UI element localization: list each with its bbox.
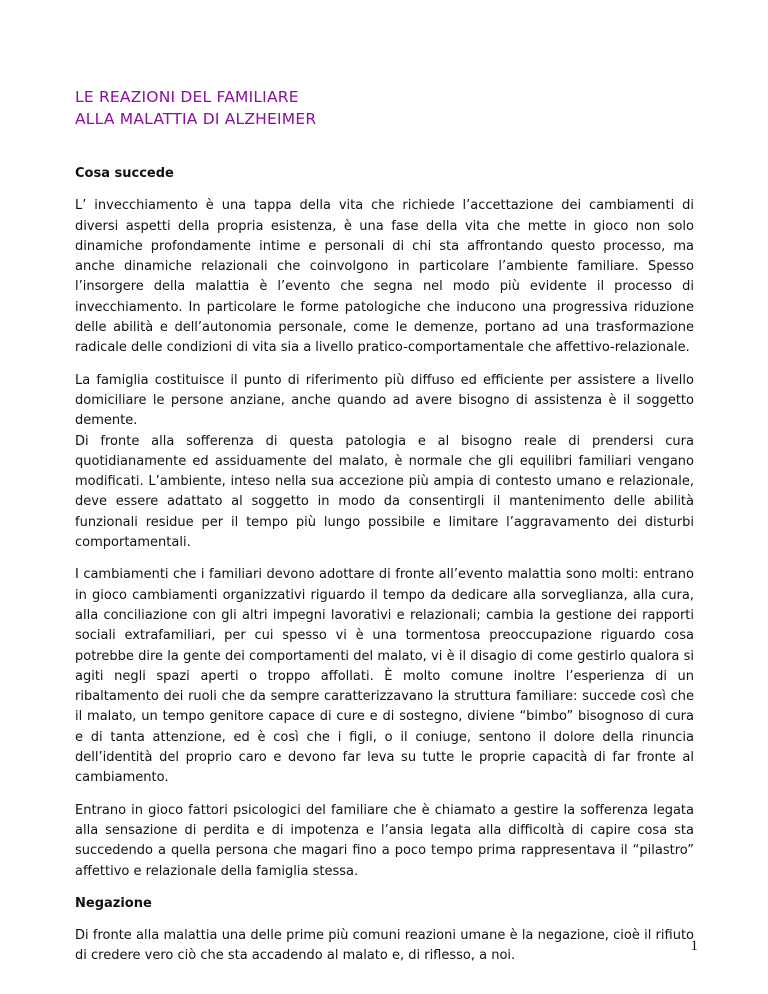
paragraph: L’ invecchiamento è una tappa della vita che richiede l’accettazione dei cambiamenti di diversi aspetti della propria esistenza, è una fase della vita che mette in gioco non solo dinamiche profondamente intime e personali di chi sta affrontando questo processo, ma anche dinamiche relazionali che coinvolgono in particolare l’ambiente familiare. Spesso l’insorgere della malattia è l’evento che segna nel modo più evidente il processo di invecchiamento. In particolare le forme patologiche che inducono una progressiva riduzione delle abilità e dell’autonomia personale, come le demenze, portano ad una trasformazione radicale delle condizioni di vita sia a livello pratico-comportamentale che affettivo-relazionale. bbox=[75, 198, 694, 356]
document-body bbox=[75, 164, 694, 979]
paragraph: Entrano in gioco fattori psicologici del familiare che è chiamato a gestire la sofferenza legata alla sensazione di perdita e di impotenza e l’ansia legata alla difficoltà di capire cosa sta succedendo a quella persona che magari fino a poco tempo prima rappresentava il “pilastro” affettivo e relazionale della famiglia stessa. bbox=[75, 802, 694, 879]
title-line-2: ALLA MALATTIA DI ALZHEIMER bbox=[75, 110, 317, 128]
paragraph: I cambiamenti che i familiari devono adottare di fronte all’evento malattia sono molti: entrano in gioco cambiamenti organizzativi riguardo il tempo da dedicare alla sorveglianza, alla cura, alla conciliazione con gli altri impegni lavorativi e relazionali; cambia la gestione dei rapporti sociali extrafamiliari, per cui spesso vi è una tormentosa preoccupazione riguardo cosa potrebbe dire la gente dei comportamenti del malato, vi è il disagio di come gestirlo qualora si agiti negli spazi aperti o troppo affollati. È molto comune inoltre l’esperienza di un ribaltamento dei ruoli che da sempre caratterizzavano la struttura familiare: succede così che il malato, un tempo genitore capace di cure e di sostegno, diviene “bimbo” bisognoso di cura e di tanta attenzione, ed è così che i figli, o il coniuge, sentono il dolore della rinuncia dell’identità del proprio caro e devono far leva su tutte le proprie capacità di far fronte al cambiamento. bbox=[75, 567, 694, 786]
section-heading-negazione: Negazione bbox=[75, 895, 152, 911]
paragraph: La famiglia costituisce il punto di riferimento più diffuso ed efficiente per assistere a livello domiciliare le persone anziane, anche quando ad avere bisogno di assistenza è il soggetto demente. bbox=[75, 372, 694, 429]
page-number: 1 bbox=[690, 938, 698, 954]
title-line-1: LE REAZIONI DEL FAMILIARE bbox=[75, 88, 299, 106]
paragraph: Di fronte alla malattia una delle prime più comuni reazioni umane è la negazione, cioè il rifiuto di credere vero ciò che sta accadendo al malato e, di riflesso, a noi. bbox=[75, 928, 694, 964]
paragraph: Di fronte alla sofferenza di questa patologia e al bisogno reale di prendersi cura quotidianamente ed assiduamente del malato, è normale che gli equilibri familiari vengano modificati. L’ambiente, inteso nella sua accezione più ampia di contesto umano e relazionale, deve essere adattato al soggetto in modo da consentirgli il mantenimento delle abilità funzionali residue per il tempo più lungo possibile e limitare l’aggravamento dei disturbi comportamentali. bbox=[75, 433, 694, 551]
document-title bbox=[75, 86, 316, 130]
section-heading-cosa-succede: Cosa succede bbox=[75, 166, 174, 181]
